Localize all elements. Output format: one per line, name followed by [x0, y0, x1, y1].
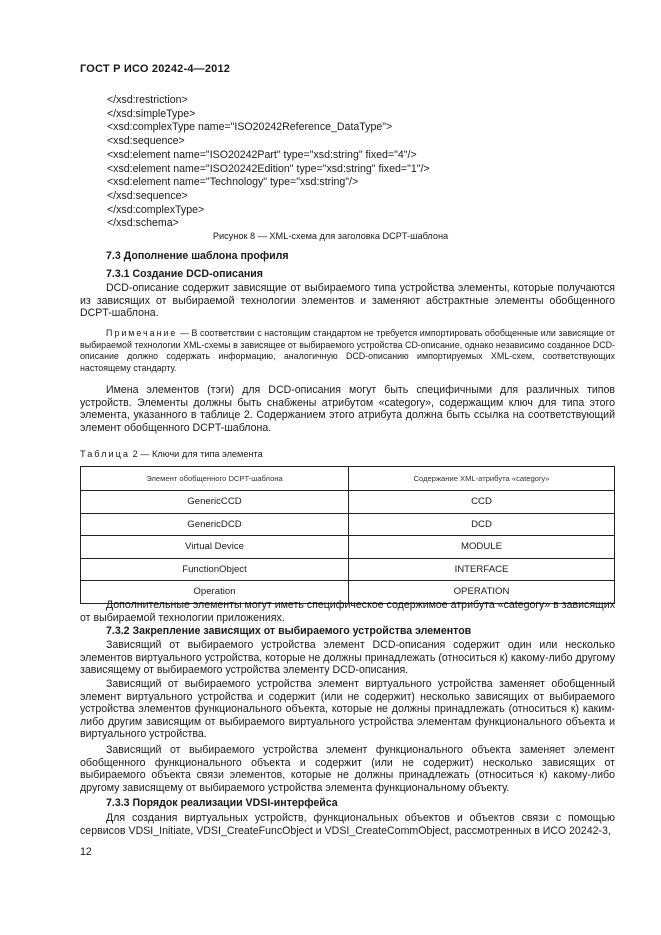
note-text: — В соответствии с настоящим стандартом не требуется импортировать обобщенные или зависящие от выбираемой технологии XML-схемы в зависящее от выбираемого устройства CD-описание, однако независимо созданное DCD-описание должно содержать информацию, аналогичную DCD-описанию импортируемых XML-схем, соответствующих настоящему стандарту.	[80, 328, 615, 373]
table-caption-text: 2 — Ключи для типа элемента	[130, 449, 263, 459]
section-heading-7-3-3: 7.3.3 Порядок реализации VDSI-интерфейса	[106, 797, 338, 809]
code-line: <xsd:complexType name="ISO20242Reference_DataType">	[107, 121, 393, 134]
table-cell: GenericCCD	[81, 491, 349, 514]
section-heading-7-3-1: 7.3.1 Создание DCD-описания	[106, 268, 263, 280]
section-heading-7-3: 7.3 Дополнение шаблона профиля	[106, 250, 289, 262]
paragraph-7-3-3: Для создания виртуальных устройств, функциональных объектов и объектов связи с помощью сервисов VDSI_Initiate, VDSI_CreateFuncObject и VDSI_CreateCommObject, рассмотренных в ИСО 20242-3,	[80, 812, 615, 837]
code-line: </xsd:simpleType>	[107, 107, 196, 120]
column-header: Содержание XML-атрибута «category»	[349, 467, 615, 491]
table-cell: FunctionObject	[81, 558, 349, 581]
paragraph-after-table: Дополнительные элементы могут иметь специфическое содержимое атрибута «category» в зависящих от выбираемой технологии приложениях.	[80, 599, 615, 624]
code-line: </xsd:sequence>	[107, 189, 188, 202]
figure-caption: Рисунок 8 — XML-схема для заголовка DCPT-шаблона	[212, 231, 449, 241]
note-paragraph	[80, 328, 615, 374]
table-cell: Operation	[81, 581, 349, 604]
table-cell: Virtual Device	[81, 536, 349, 559]
column-header: Элемент обобщенного DCPT-шаблона	[81, 467, 349, 491]
table-row	[81, 536, 615, 559]
code-line: <xsd:element name="ISO20242Part" type="xsd:string" fixed="4"/>	[107, 148, 417, 161]
table-caption	[80, 449, 263, 459]
page-number: 12	[80, 846, 92, 858]
document-header: ГОСТ Р ИСО 20242-4—2012	[80, 63, 231, 75]
element-type-keys-table	[80, 466, 615, 604]
code-line: </xsd:complexType>	[107, 203, 205, 216]
table-cell: GenericDCD	[81, 513, 349, 536]
table-cell: OPERATION	[349, 581, 615, 604]
table-caption-label: Таблица	[80, 449, 131, 459]
table-cell: CCD	[349, 491, 615, 514]
paragraph-7-3-2-a: Зависящий от выбираемого устройства элемент DCD-описания содержит один или несколько элементов виртуального устройства, которые не должны принадлежать (относиться к) какому-либо другому зависящему от выбираемого устройства элементу DCD-описания.	[80, 639, 615, 677]
paragraph-7-3-1-tags: Имена элементов (тэги) для DCD-описания могут быть специфичными для различных типов устройств. Элементы должны быть снабжены атрибутом «category», содержащим ключ для типа этого элемента, указанного в таблице 2. Содержанием этого атрибута должна быть ссылка на соответствующий элемент обобщенного DCPT-шаблона.	[80, 384, 615, 434]
note-label: Примечание	[106, 328, 178, 338]
code-line: <xsd:element name="Technology" type="xsd:string"/>	[107, 176, 359, 189]
table-header-row	[81, 467, 615, 491]
xml-code-listing	[107, 94, 430, 231]
paragraph-7-3-2-c: Зависящий от выбираемого устройства элемент функционального объекта заменяет элемент обобщенного функционального объекта и содержит (или не содержит) несколько зависящих от выбираемого объекта связи элементов, которые не должны принадлежать (относиться к) какому-либо другому зависящему от выбираемого устройства элемента функциональному объекту.	[80, 744, 615, 794]
table-cell: INTERFACE	[349, 558, 615, 581]
table-row	[81, 491, 615, 514]
section-heading-7-3-2: 7.3.2 Закрепление зависящих от выбираемого устройства элементов	[106, 625, 472, 637]
code-line: </xsd:restriction>	[107, 94, 188, 106]
code-line: <xsd:element name="ISO20242Edition" type="xsd:string" fixed="1"/>	[107, 162, 430, 175]
table-row	[81, 558, 615, 581]
paragraph-7-3-1-intro: DCD-описание содержит зависящие от выбираемого типа устройства элементы, которые получаются из зависящих от выбираемой технологии элементов и заменяют абстрактные элементы обобщенного DCPT-шаблона.	[80, 282, 615, 320]
code-line: <xsd:sequence>	[107, 135, 185, 148]
code-line: </xsd:schema>	[107, 217, 179, 230]
table-cell: MODULE	[349, 536, 615, 559]
paragraph-7-3-2-b: Зависящий от выбираемого устройства элемент виртуального устройства заменяет обобщенный элемент виртуального устройства и содержит (или не содержит) несколько зависящих от выбираемого устройства элементов функционального объекта, которые не должны принадлежать (относиться к) каким-либо другим зависящим от выбираемого виртуального устройства элементам функционального объекта и виртуального устройства.	[80, 678, 615, 741]
table-cell: DCD	[349, 513, 615, 536]
table-row	[81, 513, 615, 536]
